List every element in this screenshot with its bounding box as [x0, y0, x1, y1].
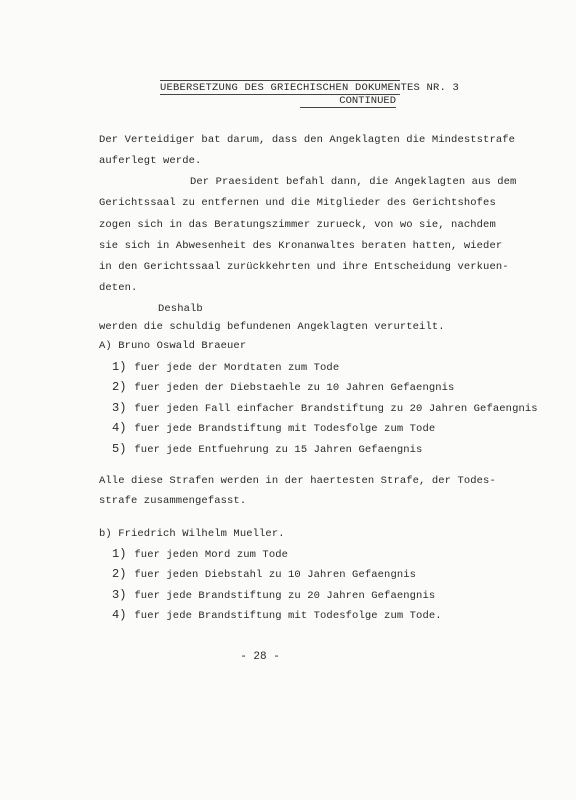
- defendant-a-label: A) Bruno Oswald Braeuer: [99, 340, 247, 352]
- paragraph-line: zogen sich in das Beratungszimmer zurueck, von wo sie, nachdem: [99, 219, 496, 231]
- item-number: 3): [112, 401, 127, 415]
- item-number: 1): [112, 360, 127, 374]
- paragraph-line: Der Praesident befahl dann, die Angeklagten aus dem: [190, 176, 517, 188]
- paragraph-line: sie sich in Abwesenheit des Kronanwaltes beraten hatten, wieder: [99, 240, 503, 252]
- item-text: fuer jede der Mordtaten zum Tode: [134, 362, 340, 374]
- item-number: 4): [112, 608, 127, 622]
- summary-line: strafe zusammengefasst.: [99, 495, 247, 507]
- sentence-item: [112, 548, 288, 562]
- sentence-item: [112, 361, 339, 375]
- item-text: fuer jede Brandstiftung mit Todesfolge zum Tode: [134, 423, 436, 435]
- paragraph-line: deten.: [99, 282, 138, 294]
- item-text: fuer jeden Diebstahl zu 10 Jahren Gefaengnis: [134, 569, 417, 581]
- item-number: 4): [112, 421, 127, 435]
- deshalb-line: Deshalb: [158, 303, 203, 315]
- header-title: UEBERSETZUNG DES GRIECHISCHEN DOKUMENTES NR. 3: [160, 82, 460, 94]
- sentence-item: [112, 422, 435, 436]
- item-number: 5): [112, 442, 127, 456]
- paragraph-line: auferlegt werde.: [99, 155, 202, 167]
- item-number: 1): [112, 547, 127, 561]
- item-number: 3): [112, 588, 127, 602]
- header-continued: CONTINUED: [300, 95, 396, 108]
- verdict-line: werden die schuldig befundenen Angeklagten verurteilt.: [99, 321, 445, 333]
- paragraph-line: Der Verteidiger bat darum, dass den Angeklagten die Mindeststrafe: [99, 134, 516, 146]
- sentence-item: [112, 443, 422, 457]
- item-text: fuer jede Entfuehrung zu 15 Jahren Gefaengnis: [134, 444, 423, 456]
- summary-line: Alle diese Strafen werden in der haertesten Strafe, der Todes-: [99, 475, 496, 487]
- paragraph-line: in den Gerichtssaal zurückkehrten und ihre Entscheidung verkuen-: [99, 261, 509, 273]
- item-text: fuer jede Brandstiftung mit Todesfolge zum Tode.: [134, 610, 442, 622]
- sentence-item: [112, 402, 538, 416]
- item-text: fuer jeden Fall einfacher Brandstiftung zu 20 Jahren Gefaengnis: [134, 403, 538, 415]
- item-number: 2): [112, 380, 127, 394]
- item-text: fuer jeden der Diebstaehle zu 10 Jahren Gefaengnis: [134, 382, 455, 394]
- item-number: 2): [112, 567, 127, 581]
- sentence-item: [112, 568, 416, 582]
- page-number: - 28 -: [240, 651, 280, 663]
- sentence-item: [112, 381, 454, 395]
- sentence-item: [112, 609, 442, 623]
- item-text: fuer jede Brandstiftung zu 20 Jahren Gefaengnis: [134, 590, 436, 602]
- paragraph-line: Gerichtssaal zu entfernen und die Mitglieder des Gerichtshofes: [99, 197, 496, 209]
- defendant-b-label: b) Friedrich Wilhelm Mueller.: [99, 528, 285, 540]
- document-header: [160, 80, 460, 108]
- sentence-item: [112, 589, 435, 603]
- item-text: fuer jeden Mord zum Tode: [134, 549, 289, 561]
